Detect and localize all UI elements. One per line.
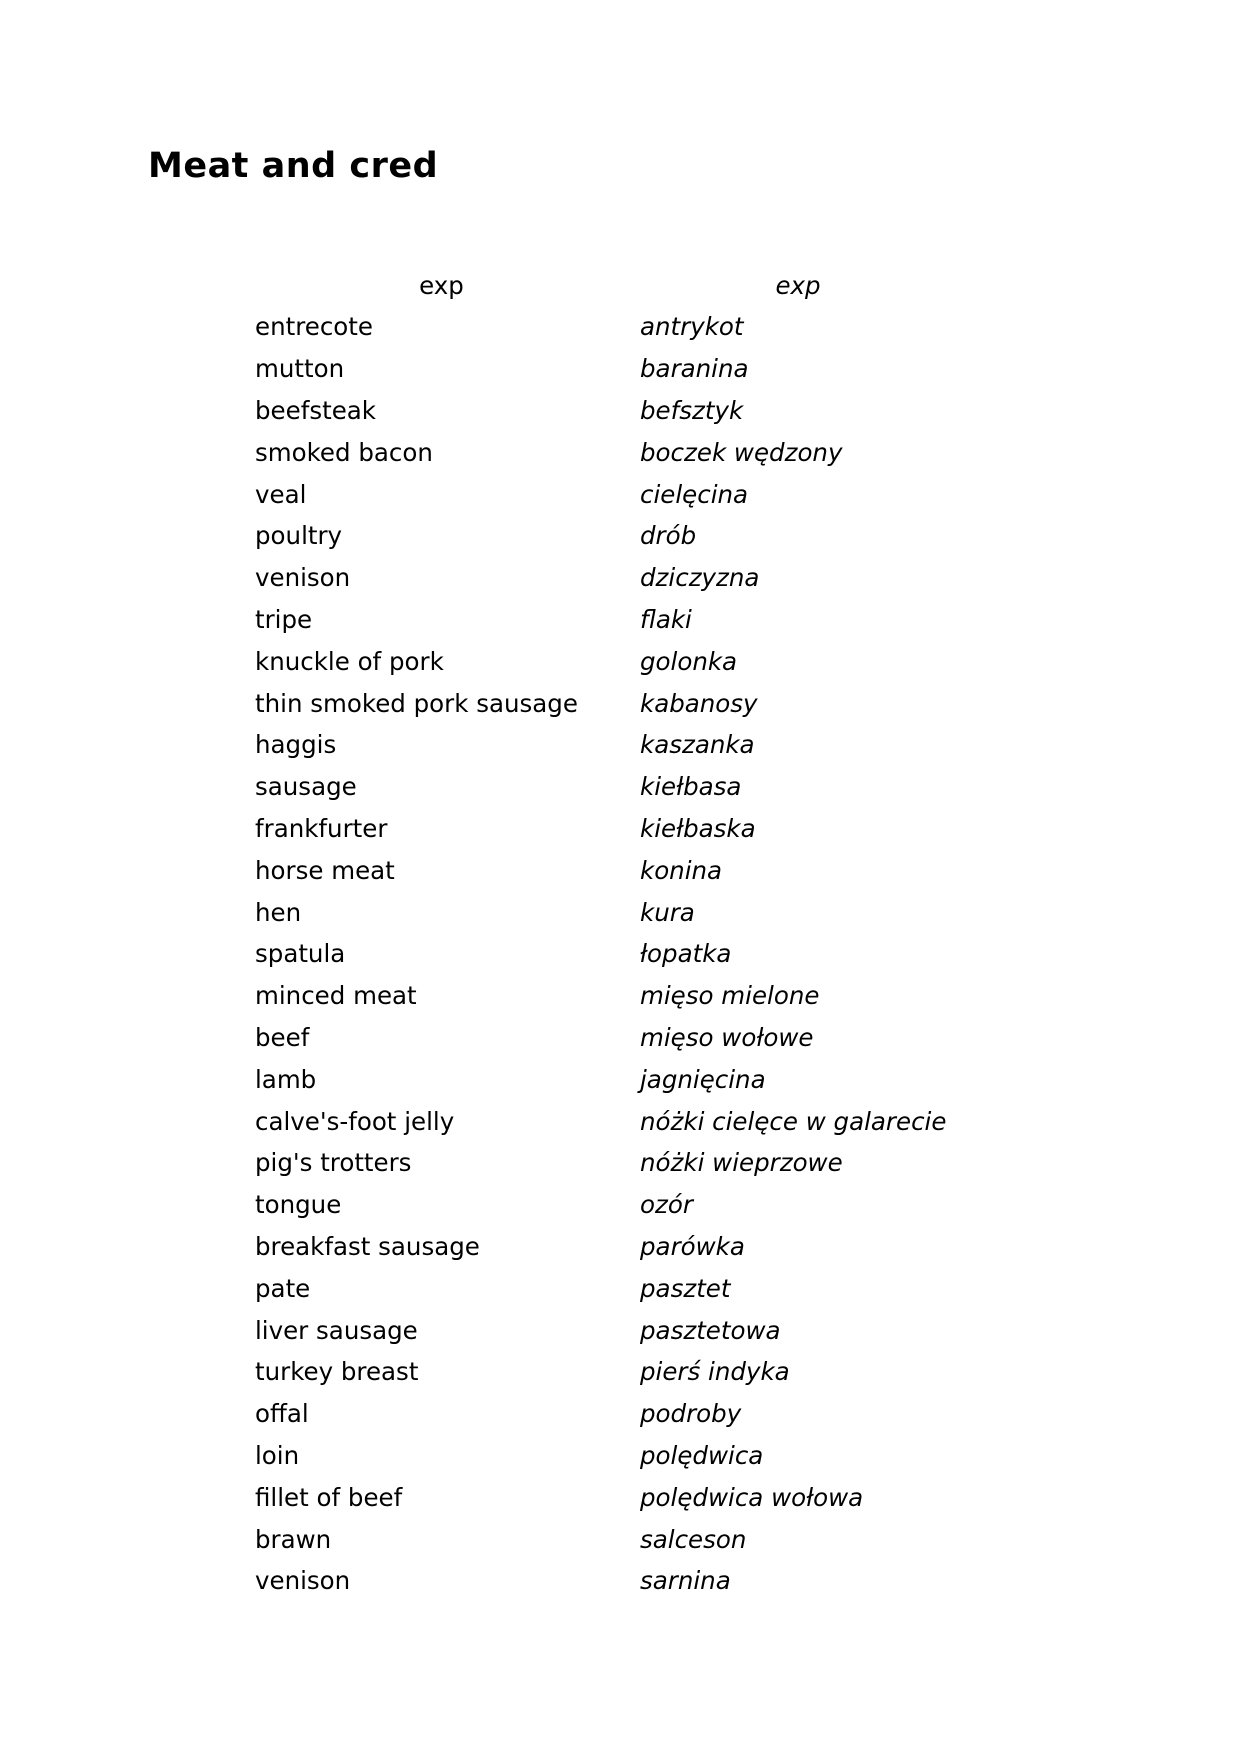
polish-term: kura <box>640 897 695 927</box>
table-row <box>250 891 1060 933</box>
table-row <box>250 1351 1060 1393</box>
polish-column-header-label: exp <box>775 270 821 300</box>
polish-term: golonka <box>640 646 738 676</box>
english-column-header: exp <box>419 270 464 300</box>
english-term: lamb <box>255 1064 317 1094</box>
polish-term: kaszanka <box>640 730 755 760</box>
english-term: fillet of beef <box>255 1482 403 1512</box>
polish-term: pierś indyka <box>640 1357 790 1387</box>
polish-term: cielęcina <box>640 479 749 509</box>
english-term: loin <box>255 1440 300 1470</box>
english-term: thin smoked pork sausage <box>255 688 578 718</box>
vocabulary-table <box>250 264 1060 1602</box>
table-row <box>250 808 1060 850</box>
english-term: beef <box>255 1022 310 1052</box>
table-header <box>250 264 1060 306</box>
english-term: venison <box>255 1566 351 1596</box>
polish-term: nóżki cielęce w galarecie <box>640 1106 947 1136</box>
polish-term: kiełbasa <box>640 772 742 802</box>
english-term: mutton <box>255 354 345 384</box>
english-term: pate <box>255 1273 311 1303</box>
polish-term: podroby <box>640 1399 742 1429</box>
table-row <box>250 1100 1060 1142</box>
polish-term: mięso mielone <box>640 981 820 1011</box>
english-term: breakfast sausage <box>255 1231 480 1261</box>
table-row <box>250 1560 1060 1602</box>
polish-term: flaki <box>640 604 692 634</box>
polish-term: mięso wołowe <box>640 1022 814 1052</box>
polish-term: polędwica <box>640 1440 764 1470</box>
page-title: Meat and cred <box>148 146 439 186</box>
header-row <box>250 264 1060 306</box>
table-row <box>250 975 1060 1017</box>
table-row <box>250 306 1060 348</box>
table-row <box>250 1058 1060 1100</box>
polish-term: befsztyk <box>640 395 744 425</box>
table-row <box>250 515 1060 557</box>
table-row <box>250 1476 1060 1518</box>
english-term: haggis <box>255 730 337 760</box>
english-term: offal <box>255 1399 309 1429</box>
polish-term: łopatka <box>640 939 732 969</box>
polish-term: jagnięcina <box>640 1064 766 1094</box>
table-row <box>250 766 1060 808</box>
polish-term: antrykot <box>640 312 744 342</box>
english-term: spatula <box>255 939 346 969</box>
english-term: hen <box>255 897 302 927</box>
table-row <box>250 849 1060 891</box>
polish-term: dziczyzna <box>640 563 760 593</box>
table-row <box>250 1518 1060 1560</box>
table-row <box>250 599 1060 641</box>
english-term: poultry <box>255 521 343 551</box>
english-term: liver sausage <box>255 1315 418 1345</box>
polish-term: polędwica wołowa <box>640 1482 864 1512</box>
english-term: pig's trotters <box>255 1148 412 1178</box>
polish-term: pasztet <box>640 1273 731 1303</box>
table-row <box>250 1309 1060 1351</box>
polish-term: nóżki wieprzowe <box>640 1148 843 1178</box>
english-term: turkey breast <box>255 1357 419 1387</box>
english-term: brawn <box>255 1524 332 1554</box>
table-body <box>250 306 1060 1602</box>
polish-term: baranina <box>640 354 749 384</box>
english-term: beefsteak <box>255 395 376 425</box>
english-term: knuckle of pork <box>255 646 444 676</box>
table-row <box>250 473 1060 515</box>
table-row <box>250 1017 1060 1059</box>
table-row <box>250 1142 1060 1184</box>
polish-term: sarnina <box>640 1566 731 1596</box>
table-row <box>250 640 1060 682</box>
table-row <box>250 557 1060 599</box>
polish-term: konina <box>640 855 723 885</box>
english-term: venison <box>255 563 351 593</box>
table-row <box>250 348 1060 390</box>
english-term: horse meat <box>255 855 395 885</box>
polish-term: ozór <box>640 1190 693 1220</box>
table-row <box>250 1184 1060 1226</box>
table-row <box>250 1267 1060 1309</box>
table-row <box>250 682 1060 724</box>
english-term: frankfurter <box>255 813 388 843</box>
polish-term: pasztetowa <box>640 1315 781 1345</box>
table-row <box>250 390 1060 432</box>
english-term: calve's-foot jelly <box>255 1106 455 1136</box>
english-term: tripe <box>255 604 313 634</box>
english-term: sausage <box>255 772 357 802</box>
english-term: veal <box>255 479 307 509</box>
polish-term: drób <box>640 521 697 551</box>
table-row <box>250 1226 1060 1268</box>
table-row <box>250 1435 1060 1477</box>
table-row <box>250 724 1060 766</box>
english-term: smoked bacon <box>255 437 433 467</box>
english-term: minced meat <box>255 981 417 1011</box>
polish-term: kiełbaska <box>640 813 756 843</box>
polish-term: salceson <box>640 1524 747 1554</box>
english-term: tongue <box>255 1190 342 1220</box>
polish-term: kabanosy <box>640 688 758 718</box>
polish-term: parówka <box>640 1231 745 1261</box>
english-term: entrecote <box>255 312 373 342</box>
table-row <box>250 933 1060 975</box>
polish-column-header <box>633 264 1060 306</box>
polish-term: boczek wędzony <box>640 437 843 467</box>
table-row <box>250 431 1060 473</box>
table-row <box>250 1393 1060 1435</box>
